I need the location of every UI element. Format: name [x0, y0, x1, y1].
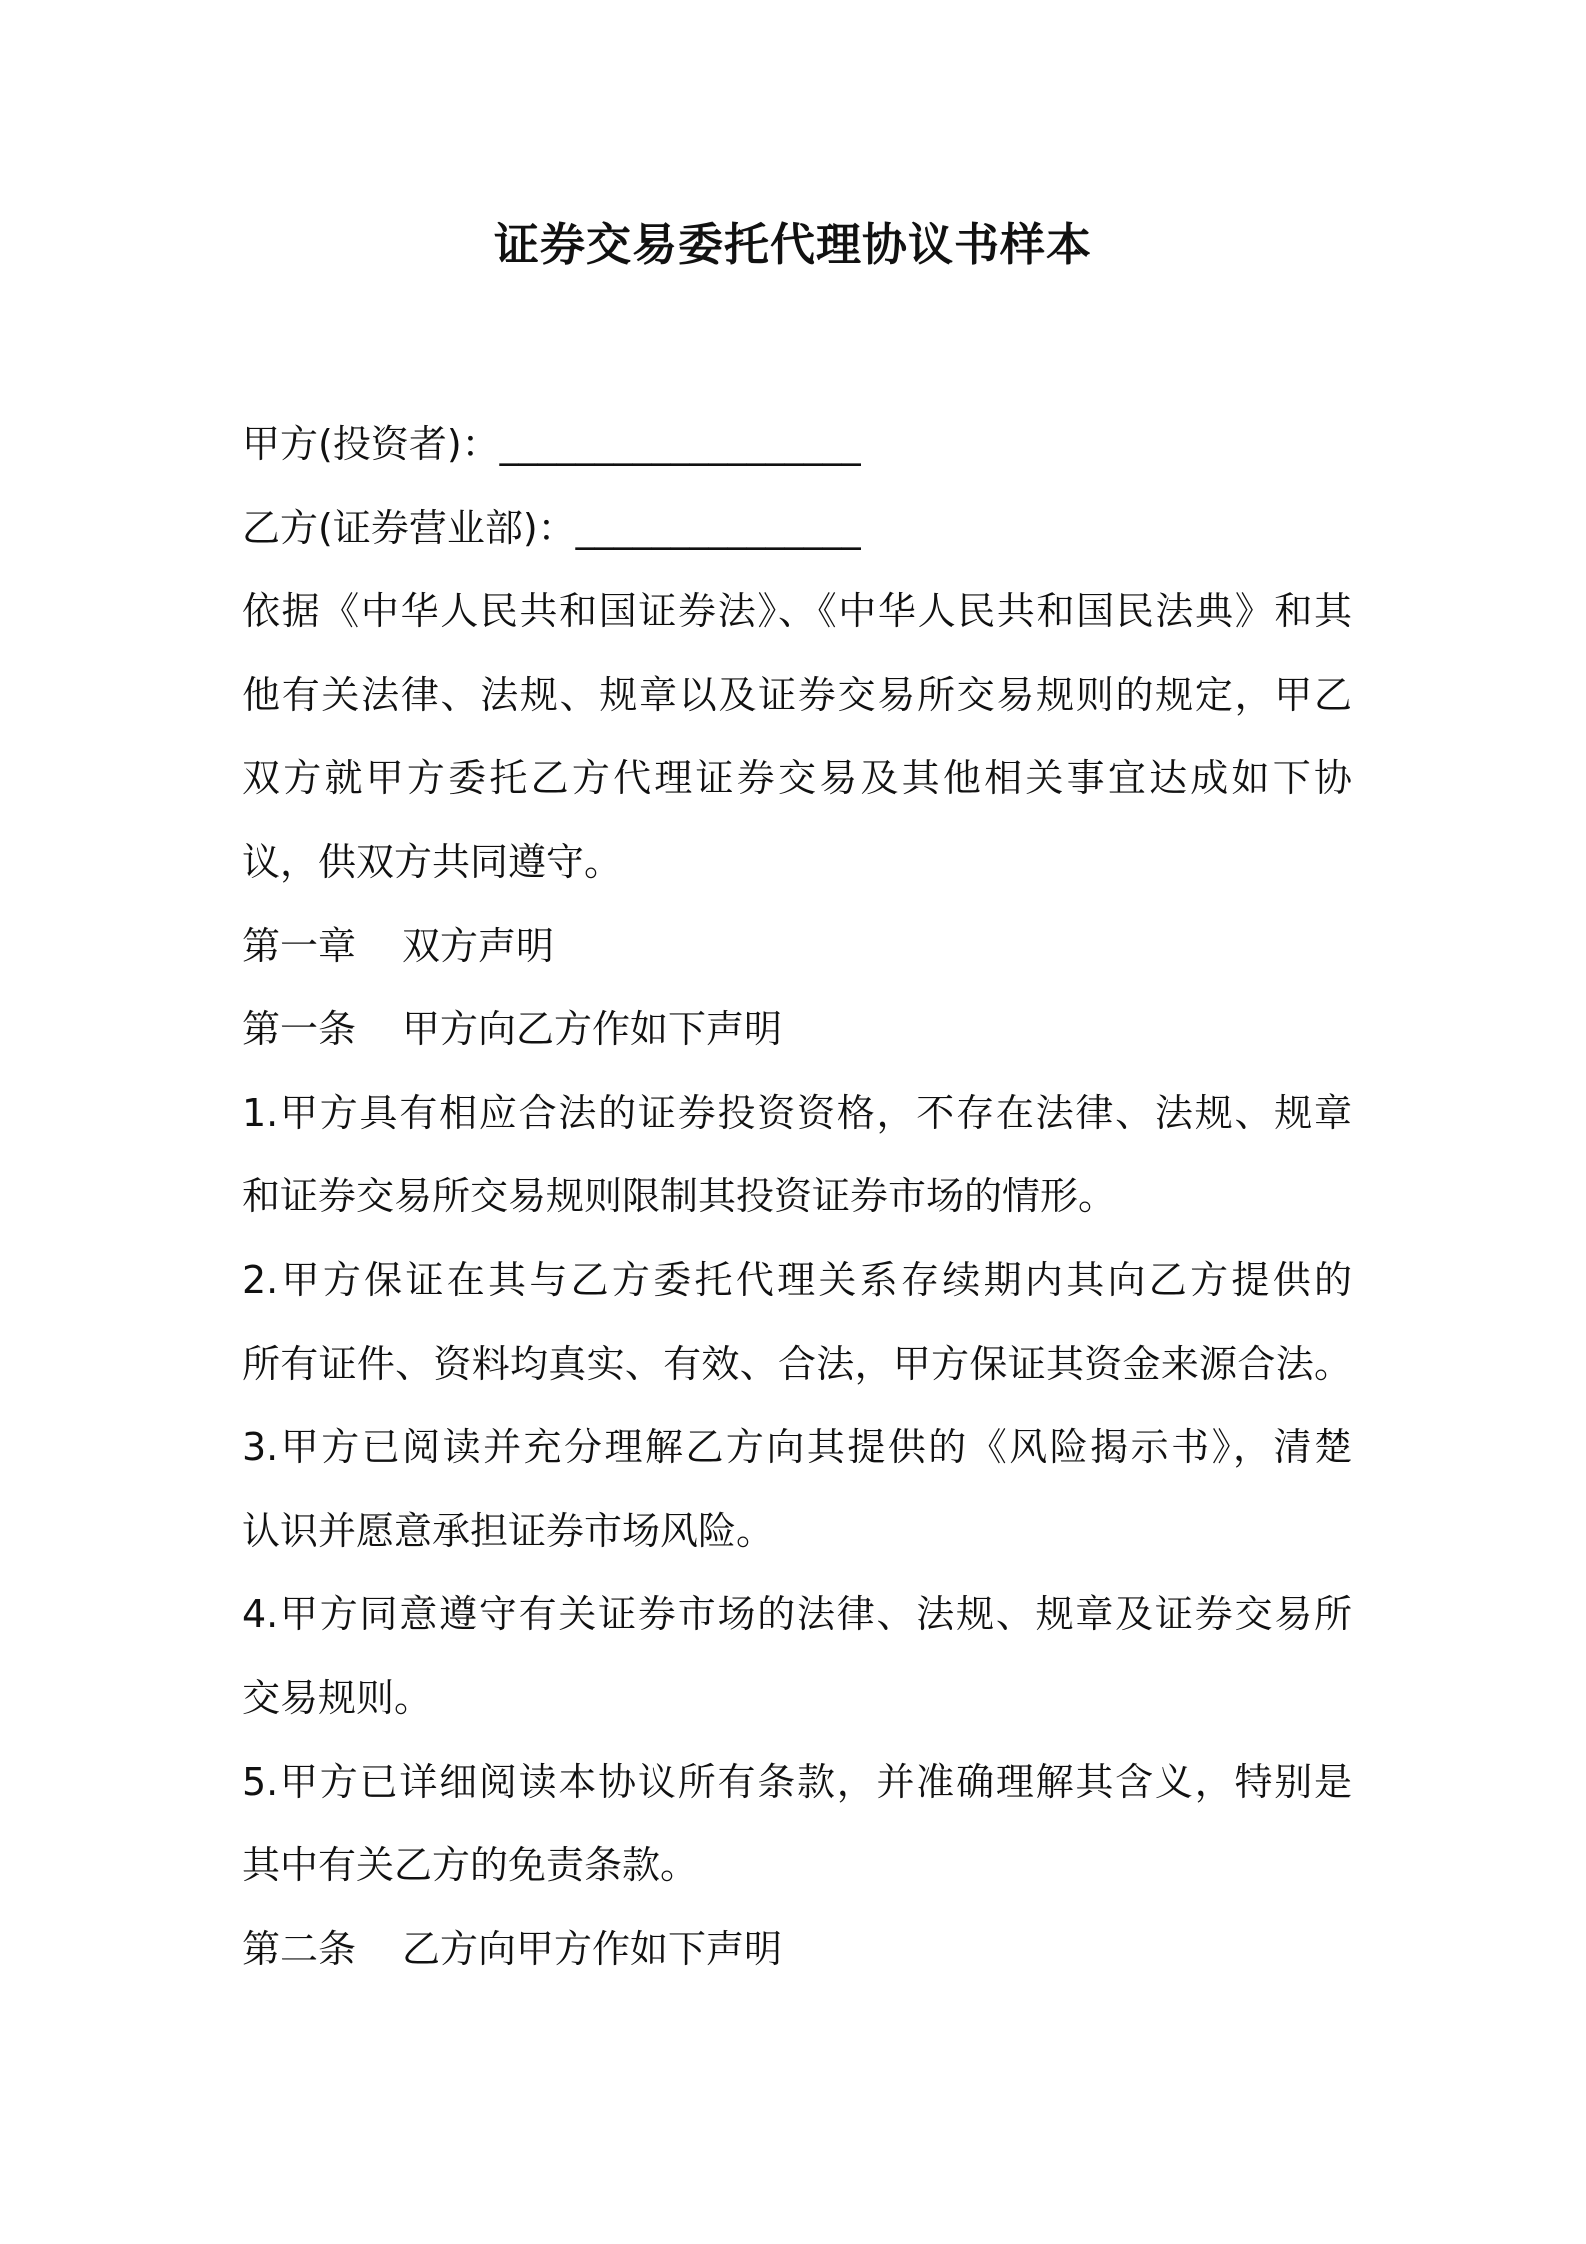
clause-1 — [242, 1072, 1352, 1239]
preamble-line: 他有关法律、法规、规章以及证券交易所交易规则的规定，甲乙 — [242, 672, 1352, 717]
preamble-line: 依据《中华人民共和国证券法》、《中华人民共和国民法典》和其 — [242, 589, 1352, 634]
article-heading — [242, 988, 1352, 1072]
clause-line: 交易规则。 — [242, 1675, 433, 1720]
document-title: 证券交易委托代理协议书样本 — [493, 218, 1092, 271]
party-a-blank: ___________________ — [499, 422, 861, 466]
preamble-paragraph — [242, 570, 1352, 904]
clause-line: 4.甲方同意遵守有关证券市场的法律、法规、规章及证券交易所 — [242, 1592, 1352, 1637]
clause-line: 1.甲方具有相应合法的证券投资资格，不存在法律、法规、规章 — [242, 1090, 1352, 1135]
preamble-line: 双方就甲方委托乙方代理证券交易及其他相关事宜达成如下协 — [242, 756, 1352, 801]
article-heading — [242, 1908, 1352, 1992]
chapter-number: 第一章 — [242, 923, 357, 968]
article-title: 甲方向乙方作如下声明 — [402, 1007, 783, 1052]
clause-3 — [242, 1406, 1352, 1573]
clause-4 — [242, 1573, 1352, 1740]
chapter-heading — [242, 905, 1352, 989]
clause-line: 认识并愿意承担证券市场风险。 — [242, 1508, 775, 1553]
clause-5 — [242, 1741, 1352, 1908]
preamble-line: 议，供双方共同遵守。 — [242, 839, 623, 884]
document-body — [242, 403, 1352, 1991]
party-b-line — [242, 487, 1352, 571]
clause-line: 3.甲方已阅读并充分理解乙方向其提供的《风险揭示书》，清楚 — [242, 1425, 1352, 1470]
clause-line: 和证券交易所交易规则限制其投资证券市场的情形。 — [242, 1174, 1117, 1219]
article-number: 第二条 — [242, 1926, 357, 1971]
article-title: 乙方向甲方作如下声明 — [402, 1926, 783, 1971]
article-number: 第一条 — [242, 1007, 357, 1052]
clause-line: 其中有关乙方的免责条款。 — [242, 1843, 699, 1888]
clause-line: 2.甲方保证在其与乙方委托代理关系存续期内其向乙方提供的 — [242, 1257, 1352, 1302]
party-b-label: 乙方(证券营业部)： — [242, 505, 576, 550]
chapter-title: 双方声明 — [402, 923, 555, 968]
clause-line: 5.甲方已详细阅读本协议所有条款，并准确理解其含义，特别是 — [242, 1759, 1352, 1804]
party-b-blank: _______________ — [575, 505, 861, 550]
clause-line: 所有证件、资料均真实、有效、合法，甲方保证其资金来源合法。 — [242, 1341, 1352, 1386]
clause-2 — [242, 1239, 1352, 1406]
party-a-label: 甲方(投资者)： — [242, 422, 500, 466]
party-a-line — [242, 403, 1352, 487]
